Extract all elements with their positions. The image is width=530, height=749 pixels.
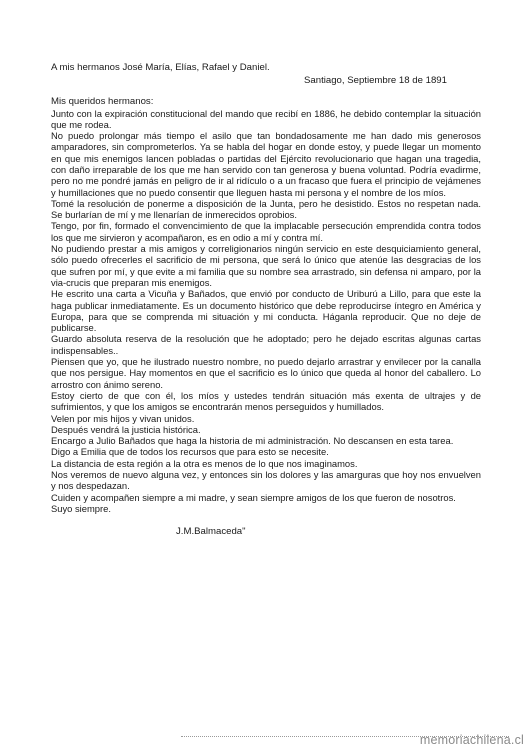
letter-paragraph: Suyo siempre. xyxy=(51,502,111,514)
letter-body xyxy=(51,108,481,515)
letter-paragraph: Encargo a Julio Bañados que haga la historia de mi administración. No descansen en esta tarea. xyxy=(51,435,454,447)
letter-paragraph: Velen por mis hijos y vivan unidos. xyxy=(51,412,195,424)
letter-dateline: Santiago, Septiembre 18 de 1891 xyxy=(304,75,447,86)
letter-paragraph: No puedo prolongar más tiempo el asilo que tan bondadosamente me han dado mis generosos amparadores, sin comprometerlos. Ya se habla del hogar en donde estoy, y puede llegar un momento en que mis enemigos lancen pobladas o partidas del Ejército revolucionario que hagan una tragedia, con daño irreparable de los que me han servido con tan generosa y buena voluntad. Podría evadirme, pero no me pondré jamás en peligro de ir al ridículo o a un fracaso que fuera el principio de vejámenes y humillaciones que no puedo consentir que lleguen hasta mi persona y el nombre de los míos. xyxy=(51,130,481,198)
letter-paragraph: Tomé la resolución de ponerme a disposición de la Junta, pero he desistido. Estos no respetan nada. Se burlarían de mí y me llenarían de inmerecidos oprobios. xyxy=(51,197,481,221)
letter-paragraph: Piensen que yo, que he ilustrado nuestro nombre, no puedo dejarlo arrastrar y envilecer por la canalla que nos persigue. Hay momentos en que el sacrificio es lo único que queda al honor del caballero. Lo arrostro con ánimo sereno. xyxy=(51,356,481,390)
letter-paragraph: Nos veremos de nuevo alguna vez, y entonces sin los dolores y las amarguras que hoy nos envuelven y nos despedazan. xyxy=(51,469,481,492)
letter-dedication: A mis hermanos José María, Elías, Rafael y Daniel. xyxy=(51,62,270,73)
letter-paragraph: Digo a Emilia que de todos los recursos que para esto se necesite. xyxy=(51,446,329,458)
letter-paragraph: Estoy cierto de que con él, los míos y ustedes tendrán situación más exenta de ultrajes y de sufrimientos, y que los amigos se encontrarán menos perseguidos y humillados. xyxy=(51,389,481,413)
letter-paragraph: Guardo absoluta reserva de la resolución que he adoptado; pero he dejado escritas algunas cartas indispensables.. xyxy=(51,333,481,356)
letter-paragraph: La distancia de esta región a la otra es menos de lo que nos imaginamos. xyxy=(51,457,358,469)
letter-paragraph: Después vendrá la justicia histórica. xyxy=(51,423,201,435)
letter-paragraph: He escrito una carta a Vicuña y Bañados, que envió por conducto de Uriburú a Lillo, para que este la haga publicar inmediatamente. Es un documento histórico que debe reproducirse íntegro en América y Europa, para que se comprenda mi situación y mi conducta. Háganla reproducir. Que no deje de publicarse. xyxy=(51,288,481,334)
letter-paragraph: No pudiendo prestar a mis amigos y correligionarios ningún servicio en este desquiciamiento general, sólo puedo ofrecerles el sacrificio de mi persona, que será lo único que atenúe las desgracias de los que sufren por mí, y que evite a mi familia que su nombre sea arrastrado, sin defensa ni amparo, por la via-crucis que preparan mis enemigos. xyxy=(51,243,481,288)
letter-paragraph: Tengo, por fin, formado el convencimiento de que la implacable persecución emprendida contra todos los que me sirvieron y acompañaron, es en odio a mí y contra mí. xyxy=(51,220,481,243)
source-watermark: memoriachilena.cl xyxy=(419,733,524,747)
letter-paragraph: Cuiden y acompañen siempre a mi madre, y sean siempre amigos de los que fueron de nosotros. xyxy=(51,491,456,503)
letter-paragraph: Junto con la expiración constitucional del mando que recibí en 1886, he debido contemplar la situación que me rodea. xyxy=(51,107,481,130)
letter-salutation: Mis queridos hermanos: xyxy=(51,96,154,107)
letter-signature: J.M.Balmaceda" xyxy=(176,526,246,537)
